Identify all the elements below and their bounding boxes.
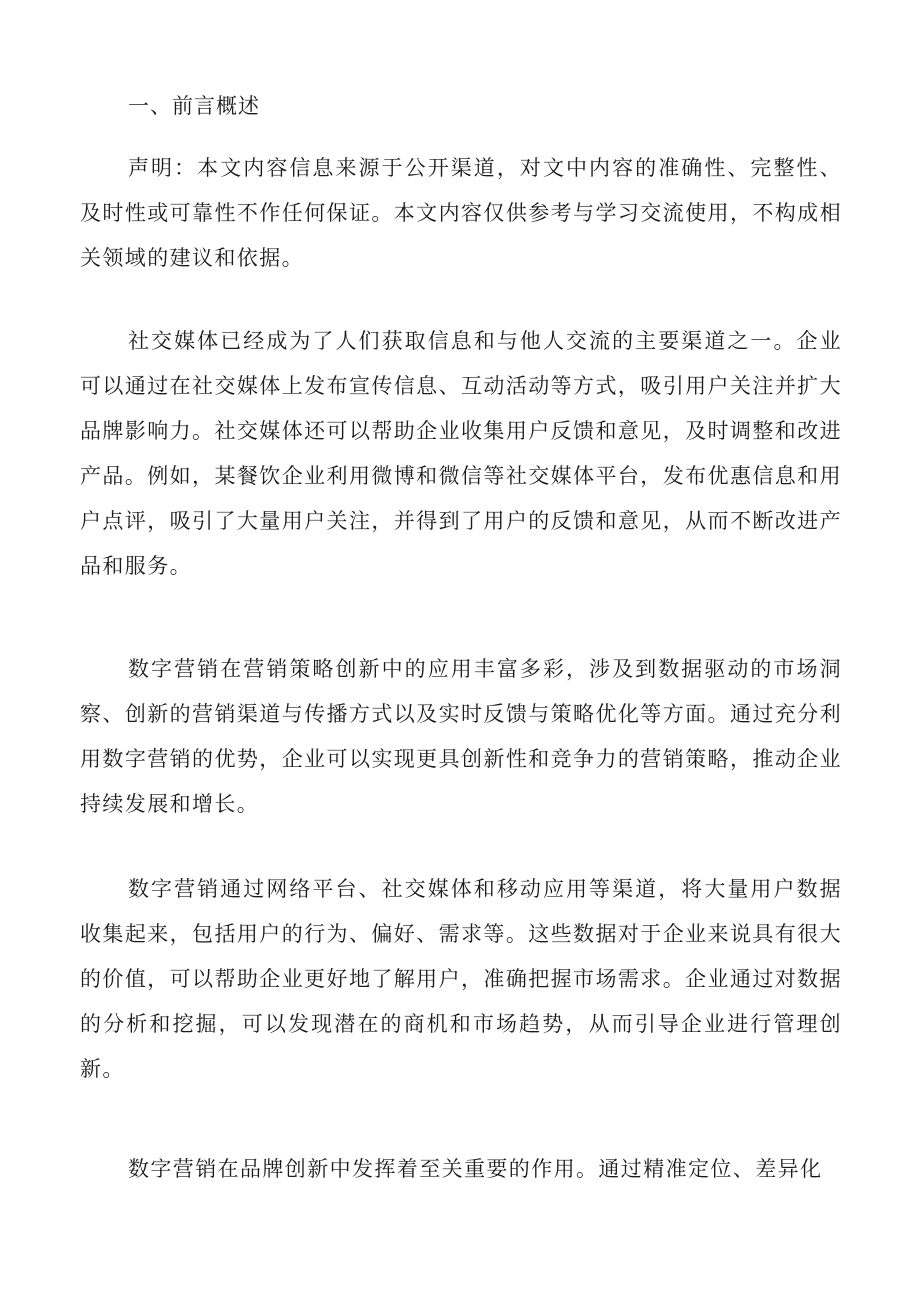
- body-paragraph: 数字营销在品牌创新中发挥着至关重要的作用。通过精准定位、差异化: [128, 1157, 823, 1181]
- body-paragraph: 社交媒体已经成为了人们获取信息和与他人交流的主要渠道之一。企业可以通过在社交媒体上发布宣传信息、互动活动等方式，吸引用户关注并扩大品牌影响力。社交媒体还可以帮助企业收集用户反馈和意见，及时调整和改进产品。例如，某餐饮企业利用微博和微信等社交媒体平台，发布优惠信息和用户点评，吸引了大量用户关注，并得到了用户的反馈和意见，从而不断改进产品和服务。: [80, 329, 842, 578]
- body-paragraph: 数字营销在营销策略创新中的应用丰富多彩，涉及到数据驱动的市场洞察、创新的营销渠道与传播方式以及实时反馈与策略优化等方面。通过充分利用数字营销的优势，企业可以实现更具创新性和竞争力的营销策略，推动企业持续发展和增长。: [80, 657, 842, 816]
- body-paragraph: 数字营销通过网络平台、社交媒体和移动应用等渠道，将大量用户数据收集起来，包括用户的行为、偏好、需求等。这些数据对于企业来说具有很大的价值，可以帮助企业更好地了解用户，准确把握市场需求。企业通过对数据的分析和挖掘，可以发现潜在的商机和市场趋势，从而引导企业进行管理创新。: [80, 877, 842, 1081]
- disclaimer-paragraph: 声明：本文内容信息来源于公开渠道，对文中内容的准确性、完整性、及时性或可靠性不作任何保证。本文内容仅供参考与学习交流使用，不构成相关领域的建议和依据。: [80, 156, 842, 270]
- section-heading: 一、前言概述: [128, 94, 260, 118]
